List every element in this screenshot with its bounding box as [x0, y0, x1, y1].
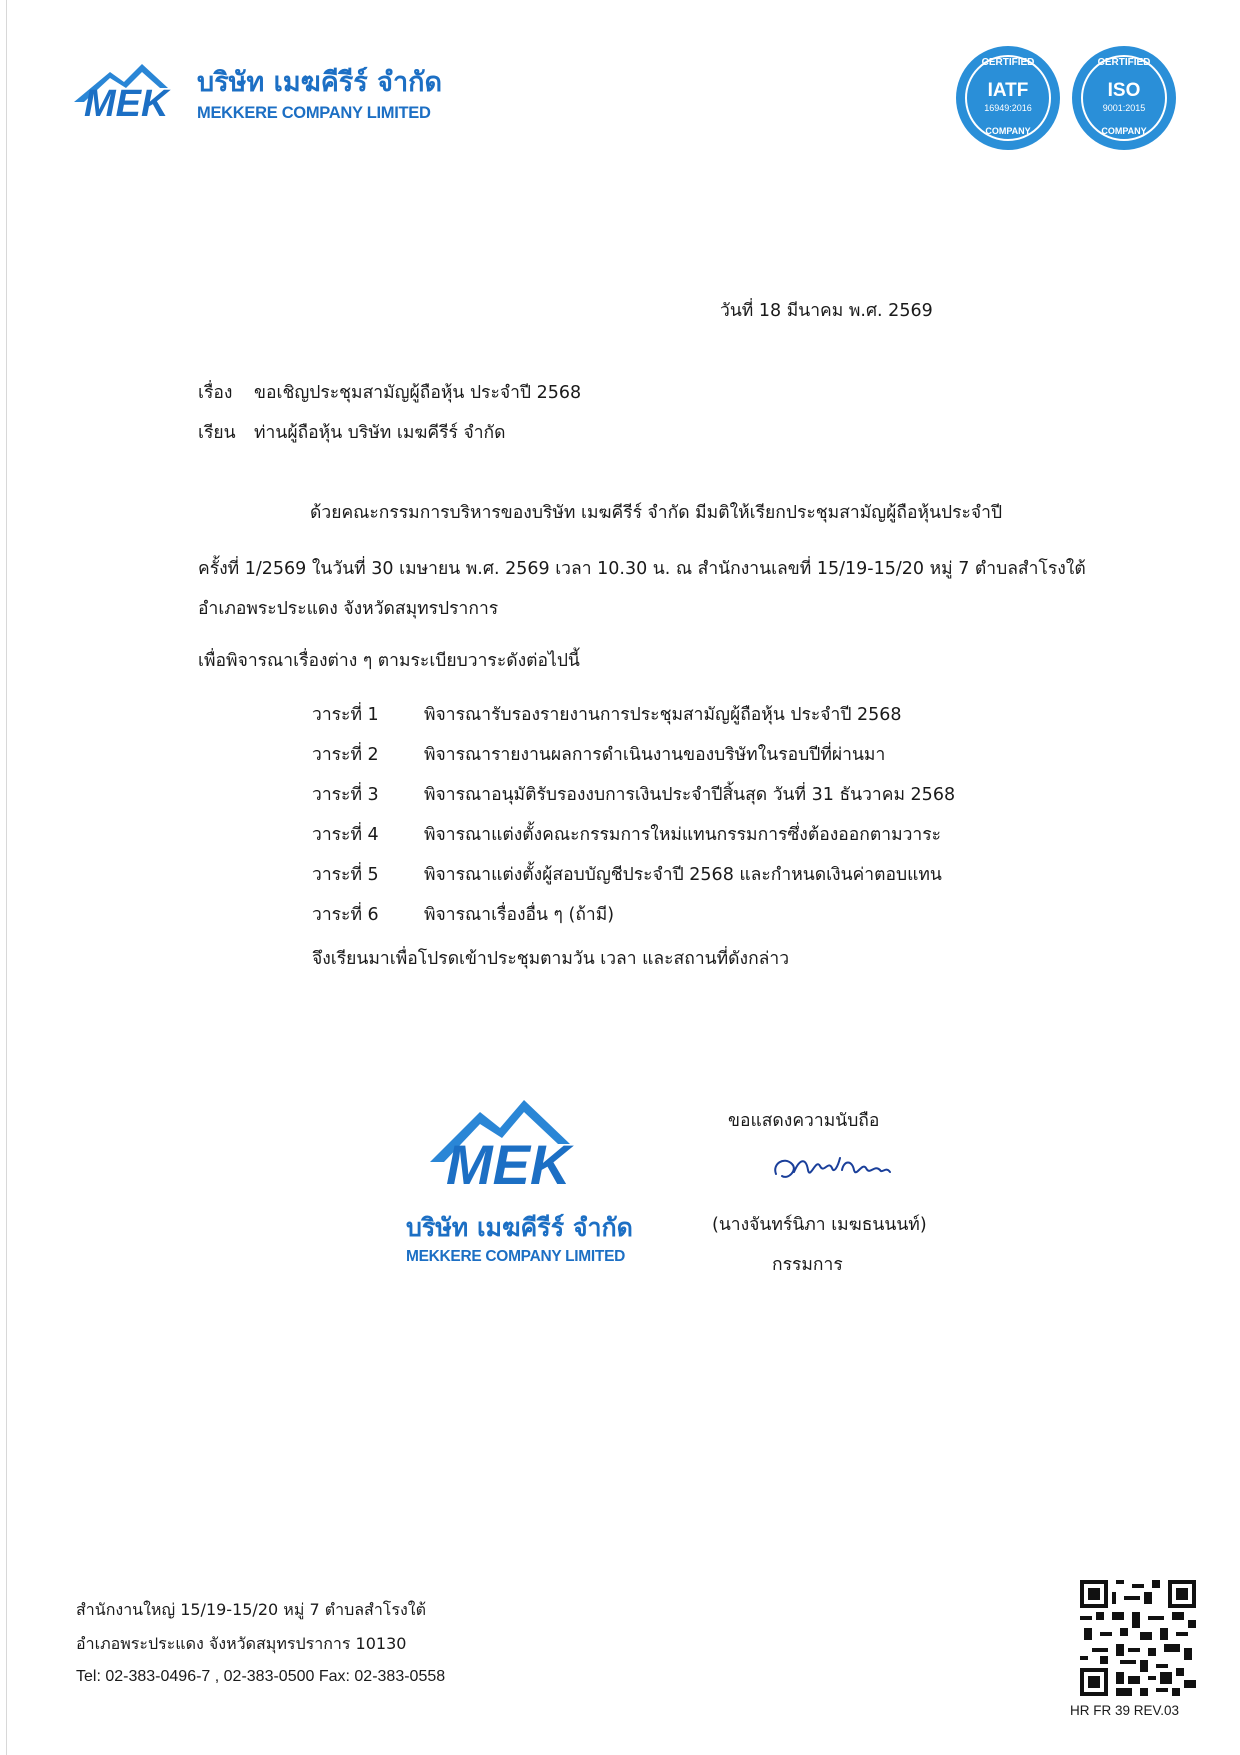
stamp-logo-text: MEK — [446, 1133, 571, 1196]
agenda-item: พิจารณาเรื่องอื่น ๆ (ถ้ามี) — [424, 905, 615, 925]
signature-icon — [770, 1146, 910, 1192]
signer-title: กรรมการ — [772, 1255, 843, 1275]
footer-address-2: อำเภอพระประแดง จังหวัดสมุทรปราการ 10130 — [76, 1634, 407, 1653]
iso-certification-seal: CERTIFIED ISO 9001:2015 COMPANY — [1072, 46, 1176, 150]
agenda-number: วาระที่ 1 — [312, 705, 379, 725]
closing-line: จึงเรียนมาเพื่อโปรดเข้าประชุมตามวัน เวลา และสถานที่ดังกล่าว — [312, 949, 790, 969]
agenda-number: วาระที่ 4 — [312, 825, 379, 845]
letter-date: วันที่ 18 มีนาคม พ.ศ. 2569 — [720, 301, 933, 321]
scan-edge — [6, 0, 7, 1755]
subject-label: เรื่อง — [198, 383, 233, 403]
regards: ขอแสดงความนับถือ — [728, 1111, 880, 1131]
signature — [770, 1146, 910, 1192]
agenda-item: พิจารณาแต่งตั้งผู้สอบบัญชีประจำปี 2568 และกำหนดเงินค่าตอบแทน — [424, 865, 942, 885]
body-line-1: ด้วยคณะกรรมการบริหารของบริษัท เมฆคีรีร์ จำกัด มีมติให้เรียกประชุมสามัญผู้ถือหุ้นประจำปี — [310, 503, 1003, 523]
agenda-number: วาระที่ 5 — [312, 865, 379, 885]
footer-contact: Tel: 02-383-0496-7 , 02-383-0500 Fax: 02-383-0558 — [76, 1668, 446, 1685]
company-name-en: MEKKERE COMPANY LIMITED — [197, 104, 431, 122]
form-code: HR FR 39 REV.03 — [1070, 1703, 1180, 1718]
to-label: เรียน — [198, 423, 236, 443]
agenda-number: วาระที่ 6 — [312, 905, 379, 925]
stamp-name-en: MEKKERE COMPANY LIMITED — [406, 1248, 626, 1265]
footer-address-1: สำนักงานใหญ่ 15/19-15/20 หมู่ 7 ตำบลสำโรงใต้ — [76, 1600, 426, 1619]
mountain-logo-icon — [70, 58, 190, 124]
stamp-name-th: บริษัท เมฆคีรีร์ จำกัด — [406, 1213, 633, 1242]
qr-code-icon — [1080, 1580, 1196, 1696]
agenda-number: วาระที่ 2 — [312, 745, 379, 765]
body-line-2: ครั้งที่ 1/2569 ในวันที่ 30 เมษายน พ.ศ. 2569 เวลา 10.30 น. ณ สำนักงานเลขที่ 15/19-15/20 หมู่ 7 ตำบลสำโรงใต้ — [198, 559, 1086, 579]
agenda-number: วาระที่ 3 — [312, 785, 379, 805]
agenda-item: พิจารณาอนุมัติรับรองงบการเงินประจำปีสิ้นสุด วันที่ 31 ธันวาคม 2568 — [424, 785, 956, 805]
company-name-th: บริษัท เมฆคีรีร์ จำกัด — [197, 67, 443, 98]
subject-text: ขอเชิญประชุมสามัญผู้ถือหุ้น ประจำปี 2568 — [254, 383, 582, 403]
to-text: ท่านผู้ถือหุ้น บริษัท เมฆคีรีร์ จำกัด — [254, 423, 506, 443]
logo-text: MEK — [84, 83, 169, 124]
agenda-item: พิจารณารับรองรายงานการประชุมสามัญผู้ถือหุ้น ประจำปี 2568 — [424, 705, 902, 725]
agenda-item: พิจารณารายงานผลการดำเนินงานของบริษัทในรอบปีที่ผ่านมา — [424, 745, 886, 765]
agenda-item: พิจารณาแต่งตั้งคณะกรรมการใหม่แทนกรรมการซึ่งต้องออกตามวาระ — [424, 825, 942, 845]
agenda-intro: เพื่อพิจารณาเรื่องต่าง ๆ ตามระเบียบวาระดังต่อไปนี้ — [198, 651, 580, 671]
iatf-certification-seal: CERTIFIED IATF 16949:2016 COMPANY — [956, 46, 1060, 150]
signer-name: (นางจันทร์นิภา เมฆธนนนท์) — [712, 1215, 927, 1235]
body-line-3: อำเภอพระประแดง จังหวัดสมุทรปราการ — [198, 599, 499, 619]
company-stamp — [420, 1092, 620, 1200]
stamp-mountain-icon — [420, 1092, 620, 1200]
company-logo — [70, 58, 190, 124]
